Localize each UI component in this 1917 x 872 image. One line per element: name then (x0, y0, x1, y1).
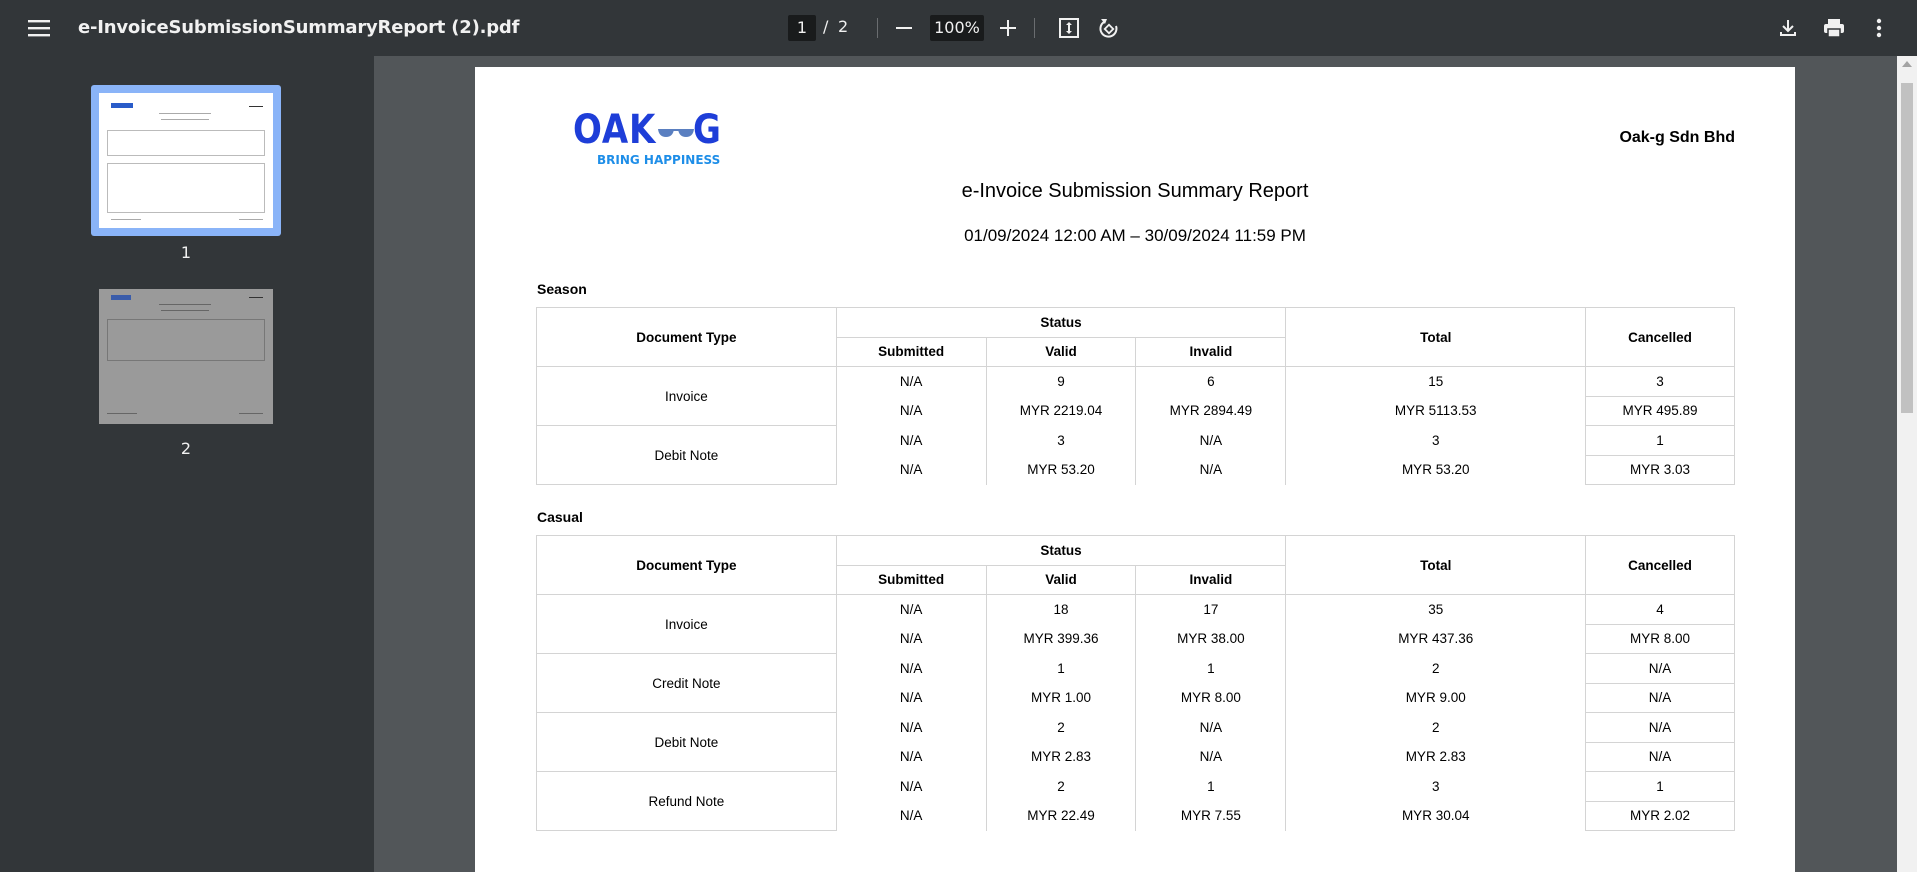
invalid-count: 1 (1136, 654, 1286, 684)
print-button[interactable] (1817, 12, 1851, 44)
submitted-amount: N/A (836, 683, 986, 713)
cancelled-count: N/A (1586, 654, 1735, 684)
scroll-up-arrow-icon[interactable] (1902, 61, 1912, 67)
submitted-amount: N/A (836, 455, 986, 485)
cancelled-count: 4 (1586, 595, 1735, 625)
header-total: Total (1286, 536, 1586, 595)
header-valid: Valid (986, 565, 1136, 595)
document-type-cell: Credit Note (537, 654, 837, 713)
thumb-logo (111, 295, 131, 300)
page-total: 2 (838, 17, 849, 36)
cancelled-amount: MYR 8.00 (1586, 624, 1735, 654)
total-amount: MYR 9.00 (1286, 683, 1586, 713)
page-number-input[interactable]: 1 (788, 15, 816, 41)
report-title: e-Invoice Submission Summary Report (961, 180, 1309, 202)
section-label: Season (537, 281, 587, 297)
valid-count: 9 (986, 367, 1136, 397)
toolbar-divider (877, 18, 878, 38)
invalid-amount: MYR 8.00 (1136, 683, 1286, 713)
table-row (537, 772, 1735, 802)
thumb-table (107, 163, 265, 213)
total-count: 2 (1286, 654, 1586, 684)
invalid-count: N/A (1136, 713, 1286, 743)
total-amount: MYR 30.04 (1286, 801, 1586, 831)
header-valid: Valid (986, 337, 1136, 367)
plus-icon (999, 19, 1017, 37)
submitted-count: N/A (836, 772, 986, 802)
submitted-count: N/A (836, 426, 986, 456)
thumb-line (249, 106, 263, 107)
minus-icon (895, 19, 913, 37)
cancelled-count: 1 (1586, 426, 1735, 456)
company-logo (573, 107, 733, 175)
submitted-count: N/A (836, 367, 986, 397)
total-count: 2 (1286, 713, 1586, 743)
header-cancelled: Cancelled (1586, 308, 1735, 367)
thumb-line (239, 413, 263, 414)
zoom-in-button[interactable] (991, 12, 1025, 44)
cancelled-count: 1 (1586, 772, 1735, 802)
download-icon (1778, 18, 1798, 38)
thumb-line (249, 297, 263, 298)
total-count: 35 (1286, 595, 1586, 625)
valid-amount: MYR 22.49 (986, 801, 1136, 831)
page-separator: / (823, 17, 829, 36)
document-type-cell: Invoice (537, 367, 837, 426)
valid-amount: MYR 399.36 (986, 624, 1136, 654)
summary-table-season (536, 307, 1735, 485)
document-type-cell: Invoice (537, 595, 837, 654)
hamburger-icon (28, 19, 50, 37)
header-document-type: Document Type (537, 536, 837, 595)
valid-count: 2 (986, 772, 1136, 802)
cancelled-count: N/A (1586, 713, 1735, 743)
valid-count: 2 (986, 713, 1136, 743)
cancelled-amount: MYR 495.89 (1586, 396, 1735, 426)
valid-amount: MYR 2.83 (986, 742, 1136, 772)
cancelled-amount: MYR 3.03 (1586, 455, 1735, 485)
thumb-line (239, 219, 263, 220)
submitted-amount: N/A (836, 801, 986, 831)
cancelled-amount: N/A (1586, 742, 1735, 772)
total-amount: MYR 5113.53 (1286, 396, 1586, 426)
header-document-type: Document Type (537, 308, 837, 367)
rotate-button[interactable] (1092, 12, 1126, 44)
header-total: Total (1286, 308, 1586, 367)
fit-page-icon (1058, 17, 1080, 39)
total-amount: MYR 53.20 (1286, 455, 1586, 485)
document-type-cell: Refund Note (537, 772, 837, 831)
submitted-amount: N/A (836, 624, 986, 654)
header-status: Status (836, 536, 1286, 566)
table-row (537, 426, 1735, 456)
thumb-line (159, 113, 211, 114)
kebab-menu-icon (1876, 18, 1882, 38)
header-submitted: Submitted (836, 565, 986, 595)
invalid-amount: N/A (1136, 742, 1286, 772)
table-row (537, 713, 1735, 743)
total-count: 3 (1286, 426, 1586, 456)
download-button[interactable] (1771, 12, 1805, 44)
thumb-table (107, 130, 265, 156)
invalid-amount: N/A (1136, 455, 1286, 485)
submitted-count: N/A (836, 595, 986, 625)
fit-to-page-button[interactable] (1052, 12, 1086, 44)
cancelled-amount: MYR 2.02 (1586, 801, 1735, 831)
document-type-cell: Debit Note (537, 713, 837, 772)
invalid-count: 17 (1136, 595, 1286, 625)
submitted-count: N/A (836, 713, 986, 743)
toolbar-divider (1034, 18, 1035, 38)
zoom-out-button[interactable] (887, 12, 921, 44)
thumb-logo (111, 103, 133, 108)
report-date-range: 01/09/2024 12:00 AM – 30/09/2024 11:59 PM (964, 226, 1306, 245)
menu-button[interactable] (20, 12, 58, 44)
invalid-count: 6 (1136, 367, 1286, 397)
total-amount: MYR 2.83 (1286, 742, 1586, 772)
logo-text-g: G (693, 107, 721, 153)
submitted-amount: N/A (836, 742, 986, 772)
summary-table-casual (536, 535, 1735, 831)
invalid-amount: MYR 7.55 (1136, 801, 1286, 831)
cancelled-amount: N/A (1586, 683, 1735, 713)
pdf-page (475, 67, 1795, 872)
submitted-amount: N/A (836, 396, 986, 426)
header-invalid: Invalid (1136, 337, 1286, 367)
valid-amount: MYR 53.20 (986, 455, 1136, 485)
section-label: Casual (537, 509, 583, 525)
invalid-amount: MYR 38.00 (1136, 624, 1286, 654)
rotate-icon (1098, 17, 1120, 39)
page-thumbnail-1[interactable] (99, 93, 273, 228)
thumb-table (107, 319, 265, 361)
printer-icon (1823, 18, 1845, 38)
document-type-cell: Debit Note (537, 426, 837, 485)
document-title: e-InvoiceSubmissionSummaryReport (2).pdf (78, 17, 520, 38)
invalid-count: 1 (1136, 772, 1286, 802)
invalid-amount: MYR 2894.49 (1136, 396, 1286, 426)
table-row (537, 654, 1735, 684)
header-invalid: Invalid (1136, 565, 1286, 595)
thumbnail-label: 2 (180, 439, 192, 458)
total-count: 15 (1286, 367, 1586, 397)
header-status: Status (836, 308, 1286, 338)
page-thumbnail-2[interactable] (99, 289, 273, 424)
thumb-line (161, 310, 209, 311)
more-options-button[interactable] (1862, 12, 1896, 44)
table-row (537, 367, 1735, 397)
valid-count: 18 (986, 595, 1136, 625)
thumb-line (159, 304, 211, 305)
logo-tagline: BRING HAPPINESS (597, 153, 721, 167)
valid-amount: MYR 1.00 (986, 683, 1136, 713)
thumbnail-label: 1 (180, 243, 192, 262)
company-name: Oak-g Sdn Bhd (1619, 129, 1735, 146)
valid-amount: MYR 2219.04 (986, 396, 1136, 426)
sunglasses-icon (657, 127, 695, 139)
valid-count: 1 (986, 654, 1136, 684)
header-cancelled: Cancelled (1586, 536, 1735, 595)
thumb-line (107, 413, 137, 414)
zoom-level-input[interactable]: 100% (930, 15, 984, 41)
thumb-line (111, 219, 141, 220)
valid-count: 3 (986, 426, 1136, 456)
total-count: 3 (1286, 772, 1586, 802)
table-row (537, 595, 1735, 625)
submitted-count: N/A (836, 654, 986, 684)
cancelled-count: 3 (1586, 367, 1735, 397)
thumb-line (161, 119, 209, 120)
pdf-toolbar (0, 0, 1917, 56)
header-submitted: Submitted (836, 337, 986, 367)
logo-text: OAK (573, 107, 657, 153)
scrollbar-thumb[interactable] (1901, 83, 1913, 413)
total-amount: MYR 437.36 (1286, 624, 1586, 654)
invalid-count: N/A (1136, 426, 1286, 456)
